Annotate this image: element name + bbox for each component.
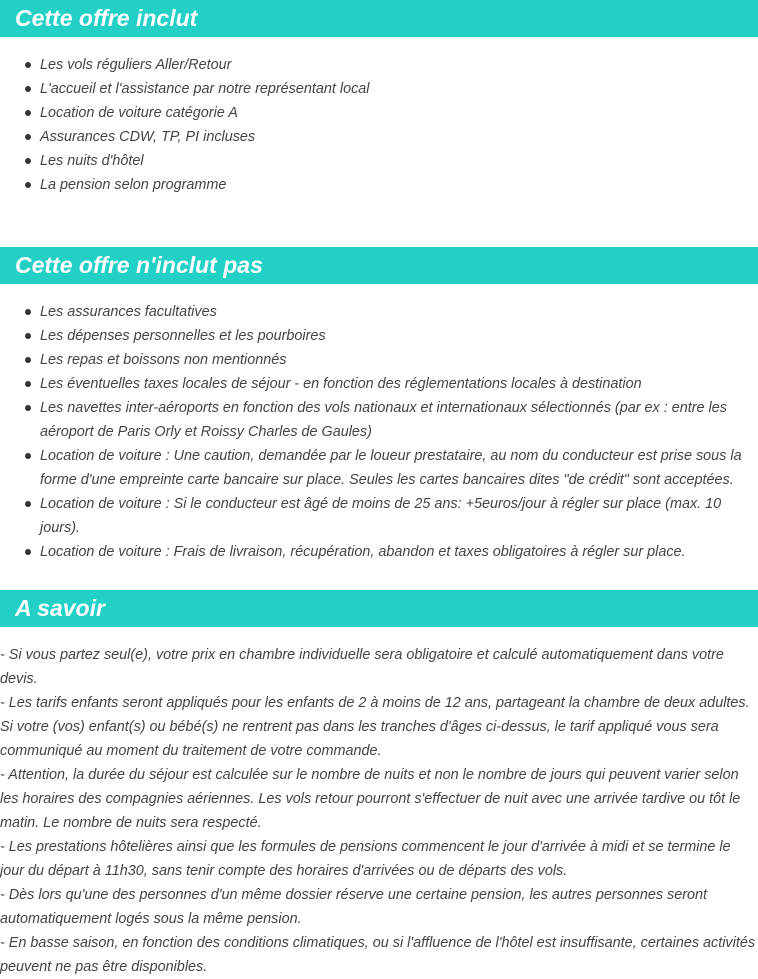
savoir-paragraph: - Les tarifs enfants seront appliqués pour les enfants de 2 à moins de 12 ans, partageant la chambre de deux adultes. <box>0 695 750 711</box>
list-item: Les navettes inter-aéroports en fonction des vols nationaux et internationaux sélectionnés (par ex : entre les aéroport de Paris Orly et Roissy Charles de Gaules) <box>40 396 748 444</box>
excluded-list <box>0 300 758 564</box>
list-item: Location de voiture catégorie A <box>40 101 748 125</box>
list-item: Location de voiture : Frais de livraison, récupération, abandon et taxes obligatoires à régler sur place. <box>40 540 748 564</box>
savoir-paragraph: - Si vous partez seul(e), votre prix en chambre individuelle sera obligatoire et calculé automatiquement dans votre devis. <box>0 647 724 687</box>
included-title: Cette offre inclut <box>0 0 758 37</box>
included-list <box>0 53 758 197</box>
excluded-section <box>0 247 758 564</box>
included-section <box>0 0 758 197</box>
list-item: Les vols réguliers Aller/Retour <box>40 53 748 77</box>
savoir-paragraph: - Attention, la durée du séjour est calculée sur le nombre de nuits et non le nombre de jours qui peuvent varier selon les horaires des compagnies aériennes. Les vols retour pourront s'effectuer de nuit avec une arrivée tardive ou tôt le matin. Le nombre de nuits sera respecté. <box>0 767 741 831</box>
list-item: Les assurances facultatives <box>40 300 748 324</box>
excluded-title: Cette offre n'inclut pas <box>0 247 758 284</box>
savoir-paragraph: Si votre (vos) enfant(s) ou bébé(s) ne rentrent pas dans les tranches d'âges ci-dessus, le tarif appliqué vous sera communiqué au moment du traitement de votre commande. <box>0 719 719 759</box>
list-item: Les dépenses personnelles et les pourboires <box>40 324 748 348</box>
savoir-text <box>0 643 758 979</box>
savoir-paragraph: - Dès lors qu'une des personnes d'un même dossier réserve une certaine pension, les autres personnes seront automatiquement logés sous la même pension. <box>0 887 708 927</box>
list-item: Les repas et boissons non mentionnés <box>40 348 748 372</box>
savoir-title: A savoir <box>0 590 758 627</box>
savoir-paragraph: - En basse saison, en fonction des conditions climatiques, ou si l'affluence de l'hôtel est insuffisante, certaines activités peuvent ne pas être disponibles. <box>0 935 756 975</box>
list-item: Location de voiture : Si le conducteur est âgé de moins de 25 ans: +5euros/jour à régler sur place (max. 10 jours). <box>40 492 748 540</box>
list-item: Les éventuelles taxes locales de séjour - en fonction des réglementations locales à destination <box>40 372 748 396</box>
savoir-paragraph: - Les prestations hôtelières ainsi que les formules de pensions commencent le jour d'arrivée à midi et se termine le jour du départ à 11h30, sans tenir compte des horaires d'arrivées ou de départs des vols. <box>0 839 731 879</box>
list-item: Assurances CDW, TP, PI incluses <box>40 125 748 149</box>
list-item: Location de voiture : Une caution, demandée par le loueur prestataire, au nom du conducteur est prise sous la forme d'une empreinte carte bancaire sur place. Seules les cartes bancaires dites "de crédit" sont acceptées. <box>40 444 748 492</box>
list-item: Les nuits d'hôtel <box>40 149 748 173</box>
savoir-section <box>0 590 758 979</box>
list-item: L'accueil et l'assistance par notre représentant local <box>40 77 748 101</box>
list-item: La pension selon programme <box>40 173 748 197</box>
